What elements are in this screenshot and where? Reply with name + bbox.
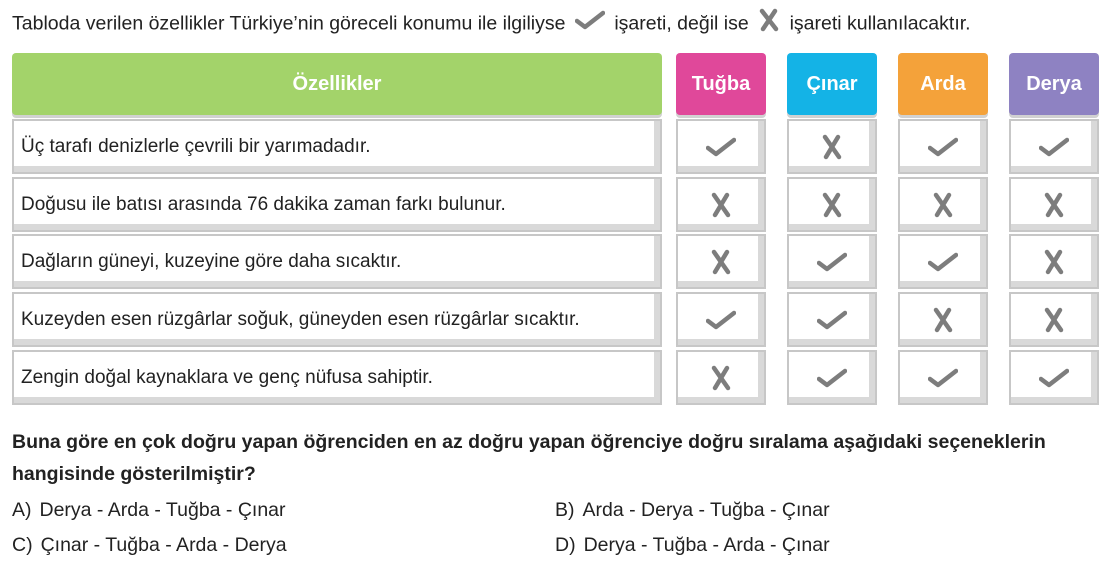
- option-a-text: Derya - Arda - Tuğba - Çınar: [39, 499, 286, 521]
- check-icon: [1039, 136, 1069, 158]
- instruction-text-after: işareti kullanılacaktır.: [789, 12, 971, 35]
- cross-icon: [710, 249, 732, 275]
- option-a[interactable]: [12, 499, 286, 522]
- cross-icon: [1043, 192, 1065, 218]
- mark-cell: [787, 292, 877, 347]
- mark-cell: [676, 177, 766, 232]
- check-icon: [1039, 367, 1069, 389]
- feature-row: [12, 234, 662, 289]
- option-c-text: Çınar - Tuğba - Arda - Derya: [40, 534, 287, 556]
- feature-row: [12, 119, 662, 174]
- option-d-text: Derya - Tuğba - Arda - Çınar: [583, 534, 830, 556]
- mark-cell: [787, 119, 877, 174]
- mark-cell: [787, 234, 877, 289]
- check-icon: [706, 136, 736, 158]
- option-d-label: D): [555, 534, 576, 556]
- check-icon: [928, 251, 958, 273]
- check-icon: [928, 136, 958, 158]
- cross-icon: [710, 365, 732, 391]
- mark-cell: [676, 350, 766, 405]
- instruction: [12, 8, 971, 41]
- mark-cell: [1009, 119, 1099, 174]
- mark-cell: [787, 177, 877, 232]
- feature-text: Dağların güneyi, kuzeyine göre daha sıcaktır.: [21, 250, 402, 272]
- question-text: Buna göre en çok doğru yapan öğrenciden en az doğru yapan öğrenciye doğru sıralama aşağıdaki seçeneklerin hangisinde gösterilmiştir?: [12, 431, 1046, 485]
- mark-cell: [676, 234, 766, 289]
- feature-text: Kuzeyden esen rüzgârlar soğuk, güneyden esen rüzgârlar sıcaktır.: [21, 308, 580, 330]
- feature-text: Üç tarafı denizlerle çevrili bir yarımadadır.: [21, 135, 371, 157]
- option-c[interactable]: [12, 534, 287, 557]
- option-d[interactable]: [555, 534, 830, 557]
- cross-icon: [1043, 307, 1065, 333]
- check-icon: [928, 367, 958, 389]
- feature-row: [12, 292, 662, 347]
- option-c-label: C): [12, 534, 33, 556]
- student-header-4: Derya: [1009, 53, 1099, 115]
- mark-cell: [898, 119, 988, 174]
- feature-text: Zengin doğal kaynaklara ve genç nüfusa sahiptir.: [21, 366, 433, 388]
- instruction-text-middle: işareti, değil ise: [614, 12, 749, 35]
- option-b-label: B): [555, 499, 575, 521]
- check-icon: [817, 309, 847, 331]
- student-header-2: Çınar: [787, 53, 877, 115]
- check-icon: [817, 251, 847, 273]
- option-b[interactable]: [555, 499, 830, 522]
- cross-icon: [710, 192, 732, 218]
- mark-cell: [676, 119, 766, 174]
- feature-text: Doğusu ile batısı arasında 76 dakika zaman farkı bulunur.: [21, 193, 506, 215]
- mark-cell: [898, 292, 988, 347]
- student-header-1: Tuğba: [676, 53, 766, 115]
- check-icon: [575, 9, 605, 40]
- cross-icon: [758, 8, 780, 41]
- check-icon: [817, 367, 847, 389]
- instruction-text-before: Tabloda verilen özellikler Türkiye’nin göreceli konumu ile ilgiliyse: [12, 12, 566, 35]
- cross-icon: [932, 192, 954, 218]
- mark-cell: [898, 177, 988, 232]
- features-header: Özellikler: [12, 53, 662, 115]
- feature-row: [12, 177, 662, 232]
- mark-cell: [676, 292, 766, 347]
- option-b-text: Arda - Derya - Tuğba - Çınar: [582, 499, 830, 521]
- mark-cell: [898, 350, 988, 405]
- mark-cell: [1009, 292, 1099, 347]
- feature-row: [12, 350, 662, 405]
- mark-cell: [1009, 350, 1099, 405]
- check-icon: [706, 309, 736, 331]
- mark-cell: [898, 234, 988, 289]
- mark-cell: [1009, 177, 1099, 232]
- cross-icon: [821, 134, 843, 160]
- student-header-3: Arda: [898, 53, 988, 115]
- cross-icon: [821, 192, 843, 218]
- cross-icon: [1043, 249, 1065, 275]
- mark-cell: [1009, 234, 1099, 289]
- cross-icon: [932, 307, 954, 333]
- option-a-label: A): [12, 499, 32, 521]
- mark-cell: [787, 350, 877, 405]
